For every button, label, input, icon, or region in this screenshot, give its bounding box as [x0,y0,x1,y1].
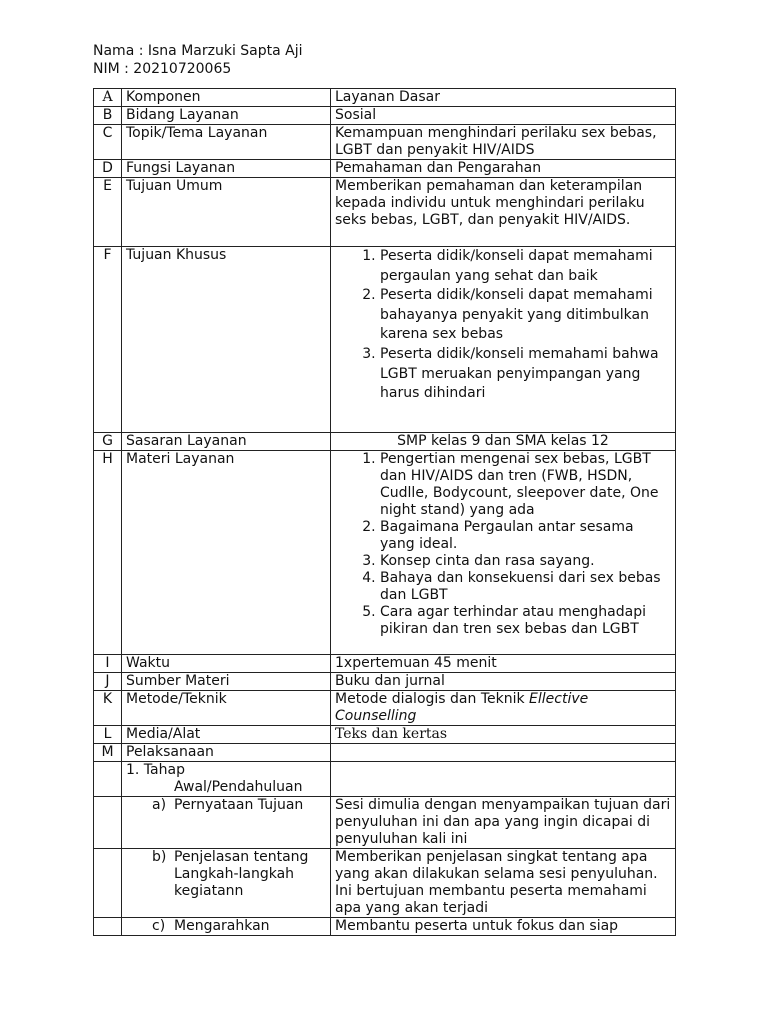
row-label: Tujuan Khusus [122,247,331,433]
row-value: Sesi dimulia dengan menyampaikan tujuan dari penyuluhan ini dan apa yang ingin dicapai di penyuluhan kali ini [331,797,676,849]
row-value: Layanan Dasar [331,89,676,107]
row-label: Materi Layanan [122,451,331,655]
student-name: Nama : Isna Marzuki Sapta Aji [93,43,303,59]
row-code: G [94,433,122,451]
row-code: A [94,89,122,107]
row-label: Sasaran Layanan [122,433,331,451]
table-row-c [94,125,676,160]
row-value: 1xpertemuan 45 menit [331,655,676,673]
table-row-b [94,107,676,125]
row-value: Teks dan kertas [331,726,676,744]
row-value: SMP kelas 9 dan SMA kelas 12 [331,433,676,451]
row-code [94,797,122,849]
table-row-sub-c [94,918,676,936]
row-code: I [94,655,122,673]
row-code: B [94,107,122,125]
technique-text: Ellective Counselling [335,691,589,724]
row-label: Topik/Tema Layanan [122,125,331,160]
row-label: Bidang Layanan [122,107,331,125]
row-value [331,451,676,655]
row-label: Komponen [122,89,331,107]
row-value: Kemampuan menghindari perilaku sex bebas, LGBT dan penyakit HIV/AIDS [331,125,676,160]
table-row-step1 [94,762,676,797]
row-code: J [94,673,122,691]
material-list [335,451,671,638]
row-code: E [94,178,122,247]
document-header [93,43,303,79]
row-code: D [94,160,122,178]
row-code: L [94,726,122,744]
row-label: Fungsi Layanan [122,160,331,178]
table-row-sub-a [94,797,676,849]
row-label: Sumber Materi [122,673,331,691]
table-row-l [94,726,676,744]
row-value: Pemahaman dan Pengarahan [331,160,676,178]
list-item: 3. Konsep cinta dan rasa sayang. [380,553,671,570]
row-label: Pelaksanaan [122,744,331,762]
table-row-m [94,744,676,762]
sub-label: Pernyataan Tujuan [174,797,304,813]
row-label: Tujuan Umum [122,178,331,247]
row-label [122,918,331,936]
sub-marker: a) [152,797,167,813]
list-item: 2. Peserta didik/konseli dapat memahami bahayanya penyakit yang ditimbulkan karena sex bebas [380,286,671,345]
sub-label: Penjelasan tentang Langkah-langkah kegiatann [174,849,309,899]
row-value: Membantu peserta untuk fokus dan siap [331,918,676,936]
row-value: Memberikan penjelasan singkat tentang apa yang akan dilakukan selama sesi penyuluhan. Ini bertujuan membantu peserta memahami apa yang akan terjadi [331,849,676,918]
row-code: H [94,451,122,655]
service-plan-table [93,88,676,936]
row-value [331,762,676,797]
row-value: Memberikan pemahaman dan keterampilan kepada individu untuk menghindari perilaku seks bebas, LGBT, dan penyakit HIV/AIDS. [331,178,676,247]
row-value: Sosial [331,107,676,125]
row-code [94,849,122,918]
list-item: 5. Cara agar terhindar atau menghadapi pikiran dan tren sex bebas dan LGBT [380,604,671,638]
row-label: Metode/Teknik [122,691,331,726]
row-value [331,744,676,762]
table-row-sub-b [94,849,676,918]
table-row-e [94,178,676,247]
row-value [331,691,676,726]
table-row-f [94,247,676,433]
table-row-h [94,451,676,655]
row-label [122,797,331,849]
sub-marker: c) [152,918,166,934]
sub-label: Mengarahkan [174,918,270,934]
row-value: Buku dan jurnal [331,673,676,691]
sub-marker: b) [152,849,167,865]
table-row-j [94,673,676,691]
row-label [122,849,331,918]
table-row-d [94,160,676,178]
table-row-g [94,433,676,451]
row-label: Media/Alat [122,726,331,744]
row-code [94,918,122,936]
row-label [122,762,331,797]
row-label: Waktu [122,655,331,673]
method-text: Metode dialogis dan Teknik [335,691,530,707]
row-code [94,762,122,797]
step-title: Awal/Pendahuluan [174,779,303,795]
student-nim: NIM : 20210720065 [93,61,232,77]
specific-goals-list [335,247,671,404]
row-value [331,247,676,433]
list-item: 2. Bagaimana Pergaulan antar sesama yang ideal. [380,519,671,553]
row-code: F [94,247,122,433]
table-row-a [94,89,676,107]
table-row-k [94,691,676,726]
list-item: 1. Pengertian mengenai sex bebas, LGBT dan HIV/AIDS dan tren (FWB, HSDN, Cudlle, Bodycount, sleepover date, One night stand) yang ada [380,451,671,519]
list-item: 4. Bahaya dan konsekuensi dari sex bebas dan LGBT [380,570,671,604]
list-item: 1. Peserta didik/konseli dapat memahami pergaulan yang sehat dan baik [380,247,671,286]
row-code: K [94,691,122,726]
row-code: C [94,125,122,160]
row-code: M [94,744,122,762]
table-row-i [94,655,676,673]
list-item: 3. Peserta didik/konseli memahami bahwa LGBT meruakan penyimpangan yang harus dihindari [380,345,671,404]
step-number: 1. Tahap [126,762,185,778]
